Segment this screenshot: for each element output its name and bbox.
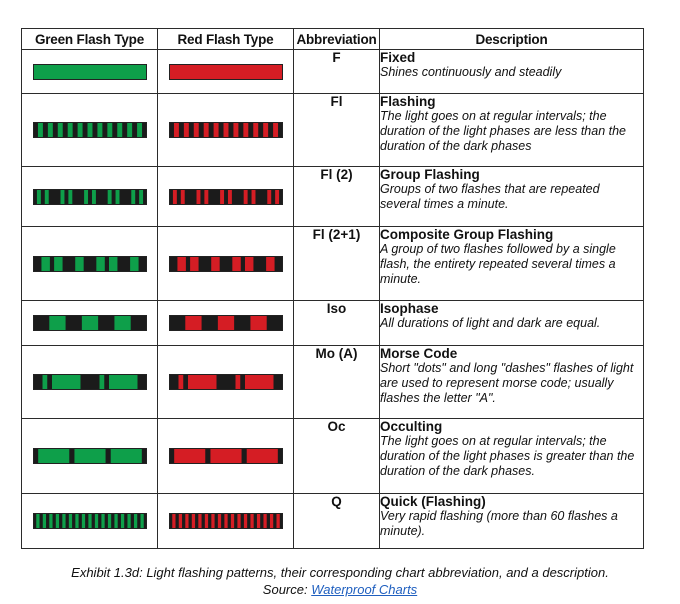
light-phase	[52, 374, 81, 390]
description-title: Composite Group Flashing	[380, 227, 554, 242]
light-phase	[33, 64, 147, 80]
red-flashing-bar	[169, 122, 283, 138]
dark-phase	[47, 374, 52, 390]
red-pattern-cell	[158, 346, 294, 419]
light-phase	[217, 513, 221, 529]
light-phase	[204, 189, 208, 205]
red-group-flashing-bar	[169, 189, 283, 205]
dark-phase	[234, 315, 251, 331]
dark-phase	[198, 122, 203, 138]
dark-phase	[273, 374, 283, 390]
red-pattern-cell	[158, 167, 294, 227]
description-text: Shines continuously and steadily	[380, 65, 562, 79]
red-composite-group-flashing-bar	[169, 256, 283, 272]
dark-phase	[92, 122, 97, 138]
light-phase	[263, 122, 268, 138]
dark-phase	[83, 256, 96, 272]
dark-phase	[205, 448, 211, 464]
red-fixed-bar	[169, 64, 283, 80]
dark-phase	[62, 122, 67, 138]
light-phase	[217, 315, 234, 331]
light-phase	[220, 189, 224, 205]
abbreviation-cell: F	[294, 50, 380, 94]
green-pattern-cell	[22, 94, 158, 167]
dark-phase	[33, 315, 50, 331]
dark-phase	[253, 513, 257, 529]
dark-phase	[214, 513, 218, 529]
dark-phase	[247, 513, 251, 529]
light-phase	[246, 448, 277, 464]
light-phase	[81, 513, 85, 529]
light-phase	[211, 256, 220, 272]
light-phase	[99, 374, 104, 390]
light-phase	[107, 513, 111, 529]
dark-phase	[52, 513, 56, 529]
description-cell	[380, 94, 644, 167]
dark-phase	[111, 513, 115, 529]
dark-phase	[178, 122, 183, 138]
light-phase	[243, 513, 247, 529]
dark-phase	[176, 189, 180, 205]
light-phase	[114, 513, 118, 529]
light-phase	[243, 122, 248, 138]
description-title: Fixed	[380, 50, 416, 65]
dark-phase	[169, 256, 178, 272]
dark-phase	[82, 122, 87, 138]
light-phase	[117, 122, 122, 138]
red-pattern-cell	[158, 227, 294, 301]
light-phase	[169, 64, 283, 80]
light-phase	[84, 189, 88, 205]
dark-phase	[188, 513, 192, 529]
dark-phase	[135, 189, 139, 205]
source-link-waterproof-charts[interactable]: Waterproof Charts	[311, 582, 418, 597]
light-phase	[67, 122, 72, 138]
light-phase	[96, 256, 105, 272]
table-row	[22, 167, 644, 227]
dark-phase	[268, 122, 273, 138]
light-phase	[245, 374, 274, 390]
light-phase	[127, 122, 132, 138]
light-phase	[87, 122, 92, 138]
red-pattern-cell	[158, 494, 294, 549]
description-text: A group of two flashes followed by a single flash, the entirety repeated several times a minute.	[380, 242, 616, 286]
light-phase	[36, 189, 40, 205]
light-phase	[44, 189, 48, 205]
dark-phase	[201, 513, 205, 529]
light-phase	[57, 122, 62, 138]
dark-phase	[39, 513, 43, 529]
light-phase	[97, 122, 102, 138]
green-isophase-bar	[33, 315, 147, 331]
light-phase	[263, 513, 267, 529]
table-row	[22, 50, 644, 94]
light-phase	[62, 513, 66, 529]
red-morse-code-bar	[169, 374, 283, 390]
light-phase	[224, 513, 228, 529]
green-morse-code-bar	[33, 374, 147, 390]
light-phase	[267, 189, 271, 205]
dark-phase	[138, 256, 146, 272]
dark-phase	[69, 448, 75, 464]
light-phase	[213, 122, 218, 138]
description-cell	[380, 346, 644, 419]
description-title: Occulting	[380, 419, 443, 434]
dark-phase	[253, 256, 266, 272]
light-phase	[81, 315, 98, 331]
description-cell	[380, 494, 644, 549]
dark-phase	[52, 122, 57, 138]
dark-phase	[72, 513, 76, 529]
table-row	[22, 301, 644, 346]
dark-phase	[48, 189, 60, 205]
table-row	[22, 494, 644, 549]
red-quick-flashing-bar	[169, 513, 283, 529]
light-phase	[174, 448, 205, 464]
description-title: Group Flashing	[380, 167, 480, 182]
header-red-flash-type: Red Flash Type	[158, 29, 294, 50]
red-pattern-cell	[158, 419, 294, 494]
dark-phase	[240, 513, 244, 529]
light-phase	[107, 189, 111, 205]
green-pattern-cell	[22, 50, 158, 94]
light-phase	[250, 513, 254, 529]
light-phase	[196, 189, 200, 205]
dark-phase	[218, 122, 223, 138]
dark-phase	[49, 256, 54, 272]
dark-phase	[240, 374, 245, 390]
dark-phase	[59, 513, 63, 529]
abbreviation-cell: Iso	[294, 301, 380, 346]
dark-phase	[273, 513, 277, 529]
dark-phase	[208, 513, 212, 529]
dark-phase	[219, 256, 232, 272]
dark-phase	[65, 315, 82, 331]
light-phase	[75, 513, 79, 529]
header-green-flash-type: Green Flash Type	[22, 29, 158, 50]
light-phase	[49, 315, 66, 331]
green-flashing-bar	[33, 122, 147, 138]
dark-phase	[266, 513, 270, 529]
dark-phase	[185, 256, 190, 272]
light-phase	[178, 374, 183, 390]
dark-phase	[227, 513, 231, 529]
light-phase	[107, 122, 112, 138]
light-phase	[109, 374, 138, 390]
light-phase	[198, 513, 202, 529]
dark-phase	[198, 256, 211, 272]
description-title: Quick (Flashing)	[380, 494, 486, 509]
light-phase	[235, 374, 240, 390]
dark-phase	[119, 189, 131, 205]
dark-phase	[98, 315, 115, 331]
dark-phase	[183, 374, 188, 390]
light-phase	[172, 189, 176, 205]
light-phase	[185, 315, 202, 331]
dark-phase	[201, 315, 218, 331]
light-phase	[237, 513, 241, 529]
dark-phase	[258, 122, 263, 138]
light-phase	[275, 189, 279, 205]
dark-phase	[112, 122, 117, 138]
light-phase	[253, 122, 258, 138]
light-phase	[256, 513, 260, 529]
light-phase	[77, 122, 82, 138]
light-phase	[42, 513, 46, 529]
light-phase	[266, 256, 275, 272]
light-phase	[114, 315, 131, 331]
light-phase	[120, 513, 124, 529]
light-phase	[193, 122, 198, 138]
light-phase	[273, 122, 278, 138]
dark-phase	[33, 256, 42, 272]
description-title: Morse Code	[380, 346, 458, 361]
red-occulting-bar	[169, 448, 283, 464]
light-phase	[230, 513, 234, 529]
dark-phase	[88, 189, 92, 205]
light-phase	[55, 513, 59, 529]
dark-phase	[255, 189, 267, 205]
dark-phase	[124, 513, 128, 529]
dark-phase	[117, 513, 121, 529]
light-phase	[130, 256, 139, 272]
light-phase	[41, 256, 50, 272]
light-phase	[211, 513, 215, 529]
light-phase	[210, 448, 241, 464]
dark-phase	[208, 122, 213, 138]
light-phase	[177, 256, 186, 272]
dark-phase	[241, 448, 247, 464]
description-cell	[380, 227, 644, 301]
light-phase	[74, 448, 105, 464]
light-phase	[180, 189, 184, 205]
dark-phase	[248, 122, 253, 138]
light-phase	[183, 122, 188, 138]
dark-phase	[137, 374, 147, 390]
dark-phase	[247, 189, 251, 205]
dark-phase	[62, 256, 75, 272]
dark-phase	[271, 189, 275, 205]
light-phase	[137, 122, 142, 138]
light-phase	[127, 513, 131, 529]
light-phase	[88, 513, 92, 529]
dark-phase	[80, 374, 99, 390]
dark-phase	[65, 513, 69, 529]
dark-phase	[122, 122, 127, 138]
light-phase	[269, 513, 273, 529]
dark-phase	[240, 256, 245, 272]
green-pattern-cell	[22, 167, 158, 227]
light-phase	[49, 513, 53, 529]
dark-phase	[72, 189, 84, 205]
dark-phase	[184, 189, 196, 205]
red-pattern-cell	[158, 50, 294, 94]
description-text: Very rapid flashing (more than 60 flashes a minute).	[380, 509, 618, 538]
green-fixed-bar	[33, 64, 147, 80]
dark-phase	[274, 256, 282, 272]
source-line	[0, 582, 680, 597]
header-abbreviation: Abbreviation	[294, 29, 380, 50]
description-text: Short "dots" and long "dashes" flashes of light are used to represent morse code; usually flashes the letter "A".	[380, 361, 634, 405]
light-phase	[190, 256, 199, 272]
description-cell	[380, 301, 644, 346]
green-pattern-cell	[22, 301, 158, 346]
dark-phase	[98, 513, 102, 529]
light-phase	[101, 513, 105, 529]
light-phase	[178, 513, 182, 529]
dark-phase	[169, 315, 186, 331]
dark-phase	[231, 189, 243, 205]
description-cell	[380, 50, 644, 94]
dark-phase	[221, 513, 225, 529]
dark-phase	[266, 315, 282, 331]
light-phase	[68, 189, 72, 205]
dark-phase	[72, 122, 77, 138]
light-phase	[115, 189, 119, 205]
light-phase	[47, 122, 52, 138]
dark-phase	[175, 513, 179, 529]
table-row	[22, 94, 644, 167]
description-cell	[380, 167, 644, 227]
dark-phase	[46, 513, 50, 529]
abbreviation-cell: Mo (A)	[294, 346, 380, 419]
light-phase	[204, 513, 208, 529]
dark-phase	[228, 122, 233, 138]
light-phase	[172, 513, 176, 529]
light-phase	[251, 189, 255, 205]
light-phase	[139, 189, 143, 205]
green-group-flashing-bar	[33, 189, 147, 205]
light-phase	[36, 513, 40, 529]
exhibit-caption: Exhibit 1.3d: Light flashing patterns, their corresponding chart abbreviation, and a description.	[71, 565, 609, 580]
dark-phase	[85, 513, 89, 529]
green-pattern-cell	[22, 346, 158, 419]
dark-phase	[195, 513, 199, 529]
abbreviation-cell: Fl	[294, 94, 380, 167]
flash-pattern-table	[21, 28, 644, 549]
dark-phase	[137, 513, 141, 529]
dark-phase	[117, 256, 130, 272]
light-phase	[243, 189, 247, 205]
abbreviation-cell: Fl (2+1)	[294, 227, 380, 301]
dark-phase	[95, 189, 107, 205]
red-pattern-cell	[158, 94, 294, 167]
dark-phase	[42, 122, 47, 138]
light-phase	[37, 122, 42, 138]
description-title: Isophase	[380, 301, 439, 316]
green-pattern-cell	[22, 419, 158, 494]
light-phase	[188, 374, 217, 390]
dark-phase	[216, 374, 235, 390]
dark-phase	[78, 513, 82, 529]
source-prefix: Source:	[262, 582, 312, 597]
dark-phase	[182, 513, 186, 529]
light-phase	[140, 513, 144, 529]
abbreviation-cell: Oc	[294, 419, 380, 494]
dark-phase	[169, 374, 179, 390]
dark-phase	[238, 122, 243, 138]
green-quick-flashing-bar	[33, 513, 147, 529]
light-phase	[191, 513, 195, 529]
light-phase	[227, 189, 231, 205]
light-phase	[203, 122, 208, 138]
dark-phase	[188, 122, 193, 138]
description-cell	[380, 419, 644, 494]
light-phase	[250, 315, 267, 331]
dark-phase	[224, 189, 228, 205]
dark-phase	[102, 122, 107, 138]
green-composite-group-flashing-bar	[33, 256, 147, 272]
light-phase	[38, 448, 69, 464]
light-phase	[54, 256, 63, 272]
green-pattern-cell	[22, 494, 158, 549]
table-row	[22, 346, 644, 419]
dark-phase	[260, 513, 264, 529]
description-title: Flashing	[380, 94, 436, 109]
dark-phase	[130, 513, 134, 529]
light-phase	[109, 256, 118, 272]
light-phase	[173, 122, 178, 138]
table-row	[22, 419, 644, 494]
red-pattern-cell	[158, 301, 294, 346]
dark-phase	[64, 189, 68, 205]
light-phase	[233, 122, 238, 138]
green-occulting-bar	[33, 448, 147, 464]
header-description: Description	[380, 29, 644, 50]
abbreviation-cell: Q	[294, 494, 380, 549]
light-phase	[223, 122, 228, 138]
abbreviation-cell: Fl (2)	[294, 167, 380, 227]
dark-phase	[33, 374, 43, 390]
red-isophase-bar	[169, 315, 283, 331]
dark-phase	[91, 513, 95, 529]
light-phase	[91, 189, 95, 205]
table-header-row	[22, 29, 644, 50]
description-text: Groups of two flashes that are repeated several times a minute.	[380, 182, 600, 211]
light-phase	[42, 374, 47, 390]
light-phase	[133, 513, 137, 529]
description-text: The light goes on at regular intervals; the duration of the light phases is greater than the duration of the dark phases.	[380, 434, 635, 478]
light-phase	[110, 448, 141, 464]
light-phase	[232, 256, 241, 272]
light-phase	[60, 189, 64, 205]
light-phase	[276, 513, 280, 529]
dark-phase	[104, 513, 108, 529]
dark-phase	[132, 122, 137, 138]
light-phase	[131, 189, 135, 205]
green-pattern-cell	[22, 227, 158, 301]
light-phase	[68, 513, 72, 529]
dark-phase	[200, 189, 204, 205]
light-phase	[75, 256, 84, 272]
dark-phase	[208, 189, 220, 205]
light-phase	[94, 513, 98, 529]
dark-phase	[130, 315, 146, 331]
description-text: All durations of light and dark are equal.	[380, 316, 601, 330]
dark-phase	[104, 256, 109, 272]
description-text: The light goes on at regular intervals; the duration of the light phases are less than the duration of the dark phases	[380, 109, 626, 153]
light-phase	[185, 513, 189, 529]
dark-phase	[104, 374, 109, 390]
dark-phase	[105, 448, 111, 464]
dark-phase	[234, 513, 238, 529]
table-row	[22, 227, 644, 301]
dark-phase	[40, 189, 44, 205]
light-phase	[245, 256, 254, 272]
dark-phase	[111, 189, 115, 205]
